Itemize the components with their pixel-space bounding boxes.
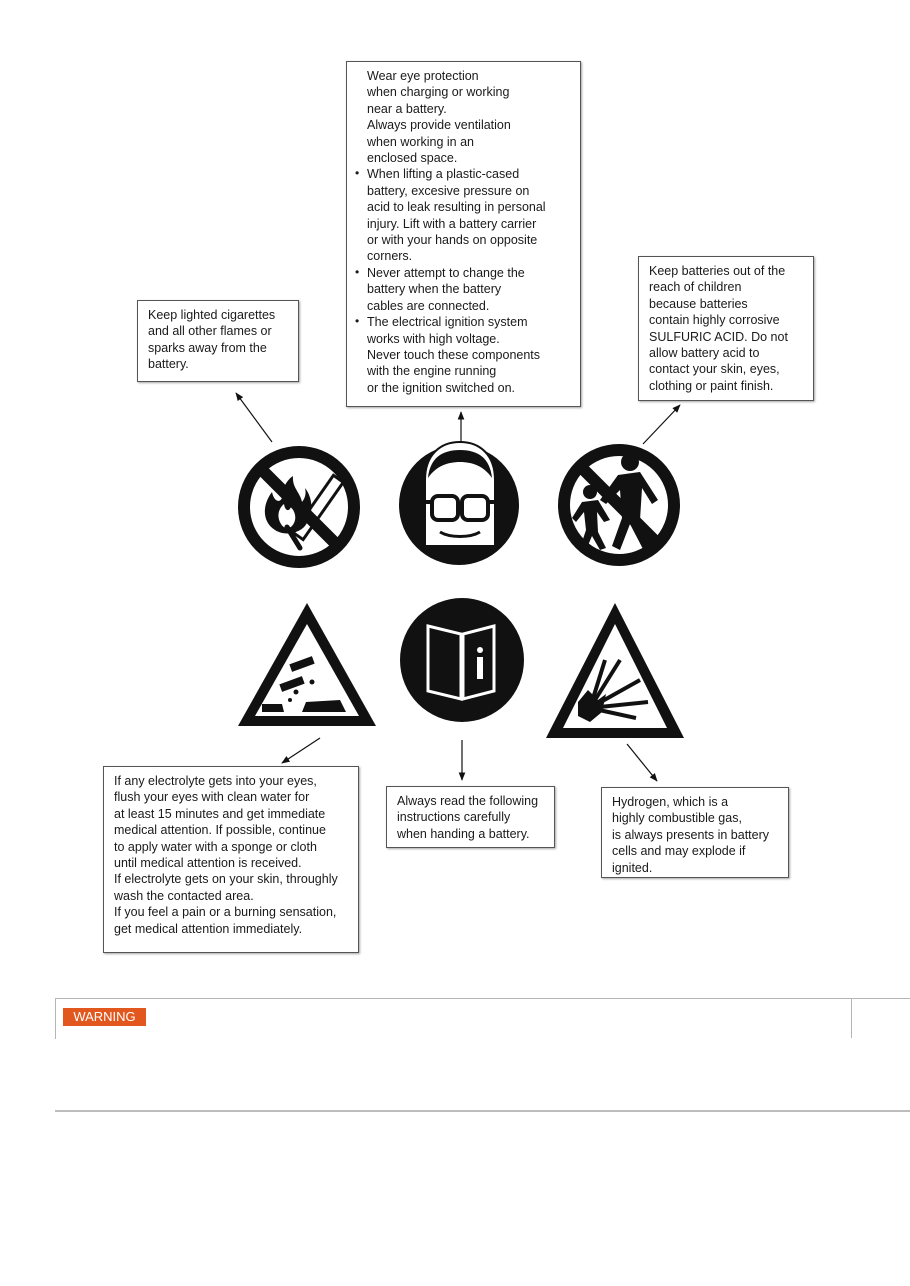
explosion-hazard-icon	[546, 603, 684, 738]
bullet-item: • Never attempt to change the	[367, 265, 572, 281]
bullet-item: • The electrical ignition system	[367, 314, 572, 330]
callout-line: injury. Lift with a battery carrier	[367, 216, 537, 231]
warning-section	[55, 998, 910, 1039]
callout-line: instructions carefully	[397, 810, 511, 825]
callout-line: SULFURIC ACID. Do not	[649, 329, 788, 344]
callout-line: wash the contacted area.	[114, 888, 254, 903]
callout-eye-protection	[346, 61, 581, 407]
callout-line: enclosed space.	[367, 151, 458, 166]
callout-line: works with high voltage.	[367, 331, 500, 346]
callout-line: until medical attention is received.	[114, 856, 302, 871]
keep-away-from-children-icon	[564, 450, 674, 560]
warning-badge: WARNING	[63, 1008, 146, 1026]
callout-hydrogen	[601, 787, 789, 878]
callout-line: Always provide ventilation	[367, 118, 511, 133]
callout-line: when handing a battery.	[397, 826, 530, 841]
callout-line: Wear eye protection	[367, 69, 479, 83]
callout-line: corners.	[367, 249, 413, 264]
callout-line: reach of children	[649, 280, 742, 295]
eye-protection-icon	[399, 442, 519, 565]
callout-line: at least 15 minutes and get immediate	[114, 806, 326, 821]
arrow-to-flames	[236, 393, 272, 442]
arrow-to-children	[643, 405, 680, 444]
callout-line: with the engine running	[367, 364, 497, 379]
callout-line: battery, excesive pressure on	[367, 183, 530, 198]
callout-line: battery when the battery	[367, 282, 502, 297]
callout-no-flames	[137, 300, 299, 382]
callout-line: Keep lighted cigarettes	[148, 308, 276, 322]
callout-line: is always presents in battery	[612, 827, 770, 842]
callout-line: highly combustible gas,	[612, 811, 742, 826]
warning-divider	[851, 998, 852, 1038]
callout-line: when working in an	[367, 134, 475, 149]
no-open-flame-icon	[244, 452, 354, 562]
callout-line: contact your skin, eyes,	[649, 362, 780, 377]
callout-line: near a battery.	[367, 101, 447, 116]
callout-line: contain highly corrosive	[649, 313, 780, 328]
callout-line: Never touch these components	[367, 347, 541, 362]
callout-line: ignited.	[612, 860, 653, 875]
bottom-rule	[55, 1110, 910, 1112]
callout-line: cables are connected.	[367, 298, 490, 313]
callout-line: flush your eyes with clean water for	[114, 790, 310, 805]
read-manual-icon	[400, 598, 524, 722]
callout-electrolyte	[103, 766, 359, 953]
callout-line: Hydrogen, which is a	[612, 795, 729, 809]
callout-line: get medical attention immediately.	[114, 921, 303, 936]
callout-line: If you feel a pain or a burning sensation,	[114, 905, 337, 920]
callout-line: Keep batteries out of the	[649, 264, 786, 278]
callout-line: medical attention. If possible, continue	[114, 823, 326, 838]
callout-line: sparks away from the	[148, 340, 267, 355]
arrow-to-hydrogen	[627, 744, 657, 781]
callout-line: allow battery acid to	[649, 346, 760, 361]
callout-line: and all other flames or	[148, 324, 272, 339]
callout-line: or the ignition switched on.	[367, 380, 516, 395]
corrosive-hazard-icon	[238, 603, 376, 726]
arrow-to-electrolyte	[282, 738, 320, 763]
callout-line: to apply water with a sponge or cloth	[114, 839, 317, 854]
callout-children	[638, 256, 814, 401]
callout-read-manual	[386, 786, 555, 848]
callout-line: battery.	[148, 357, 189, 372]
callout-line: clothing or paint finish.	[649, 378, 774, 393]
callout-line: because batteries	[649, 296, 748, 311]
callout-line: when charging or working	[367, 85, 510, 100]
bullet-item: • When lifting a plastic-cased	[367, 166, 572, 182]
callout-line: or with your hands on opposite	[367, 233, 538, 248]
callout-line: If electrolyte gets on your skin, throughly	[114, 872, 338, 887]
callout-line: If any electrolyte gets into your eyes,	[114, 774, 317, 788]
callout-line: acid to leak resulting in personal	[367, 200, 546, 215]
callout-line: Always read the following	[397, 794, 539, 808]
callout-line: cells and may explode if	[612, 844, 746, 859]
